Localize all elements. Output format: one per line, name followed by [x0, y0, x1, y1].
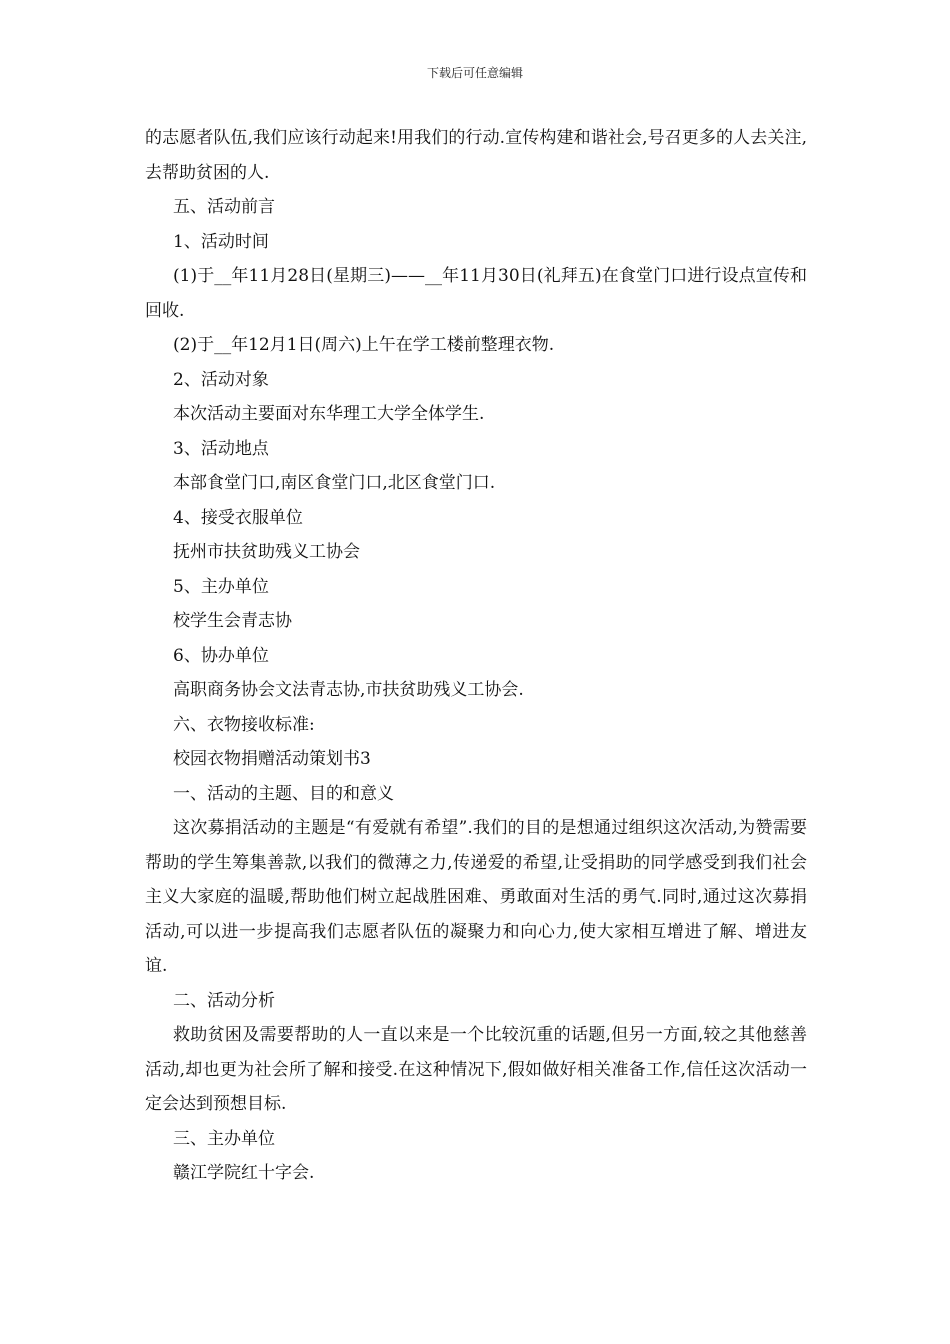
section-heading: 三、主办单位: [173, 1128, 275, 1149]
paragraph: 赣江学院红十字会.: [173, 1163, 315, 1183]
paragraph: 这次募捐活动的主题是“有爱就有希望”.我们的目的是想通过组织这次活动,为赞需要帮助的学生筹集善款,以我们的微薄之力,传递爱的希望,让受捐助的同学感受到我们社会主义大家庭的温暖,帮助他们树立起战胜困难、勇敢面对生活的勇气.同时,通过这次募捐活动,可以进一步提高我们志愿者队伍的凝聚力和向心力,使大家相互增进了解、增进友谊.: [145, 818, 807, 976]
paragraph: (1)于__年11月28日(星期三)——__年11月30日(礼拜五)在食堂门口进行设点宣传和回收.: [145, 266, 807, 321]
subsection-heading: 2、活动对象: [173, 369, 269, 390]
paragraph: (2)于__年12月1日(周六)上午在学工楼前整理衣物.: [173, 335, 555, 355]
paragraph: 本部食堂门口,南区食堂门口,北区食堂门口.: [173, 473, 496, 493]
document-body: [145, 121, 807, 1191]
page-header-note: 下载后可任意编辑: [426, 66, 523, 80]
document-title: 校园衣物捐赠活动策划书3: [173, 749, 371, 769]
subsection-heading: 6、协办单位: [173, 645, 269, 666]
paragraph: 校学生会青志协: [173, 611, 292, 631]
paragraph: 救助贫困及需要帮助的人一直以来是一个比较沉重的话题,但另一方面,较之其他慈善活动,却也更为社会所了解和接受.在这种情况下,假如做好相关准备工作,信任这次活动一定会达到预想目标.: [145, 1025, 807, 1114]
section-heading: 二、活动分析: [173, 990, 275, 1011]
paragraph: 高职商务协会文法青志协,市扶贫助残义工协会.: [173, 680, 524, 700]
paragraph: 抚州市扶贫助残义工协会: [173, 542, 360, 562]
paragraph: 本次活动主要面对东华理工大学全体学生.: [173, 404, 485, 424]
subsection-heading: 1、活动时间: [173, 231, 269, 252]
paragraph: 的志愿者队伍,我们应该行动起来!用我们的行动.宣传构建和谐社会,号召更多的人去关注,去帮助贫困的人.: [145, 128, 807, 183]
subsection-heading: 4、接受衣服单位: [173, 507, 303, 528]
section-heading: 一、活动的主题、目的和意义: [173, 783, 394, 804]
section-heading: 六、衣物接收标准:: [173, 714, 315, 735]
section-heading: 五、活动前言: [173, 197, 275, 217]
subsection-heading: 3、活动地点: [173, 438, 269, 459]
subsection-heading: 5、主办单位: [173, 576, 269, 597]
